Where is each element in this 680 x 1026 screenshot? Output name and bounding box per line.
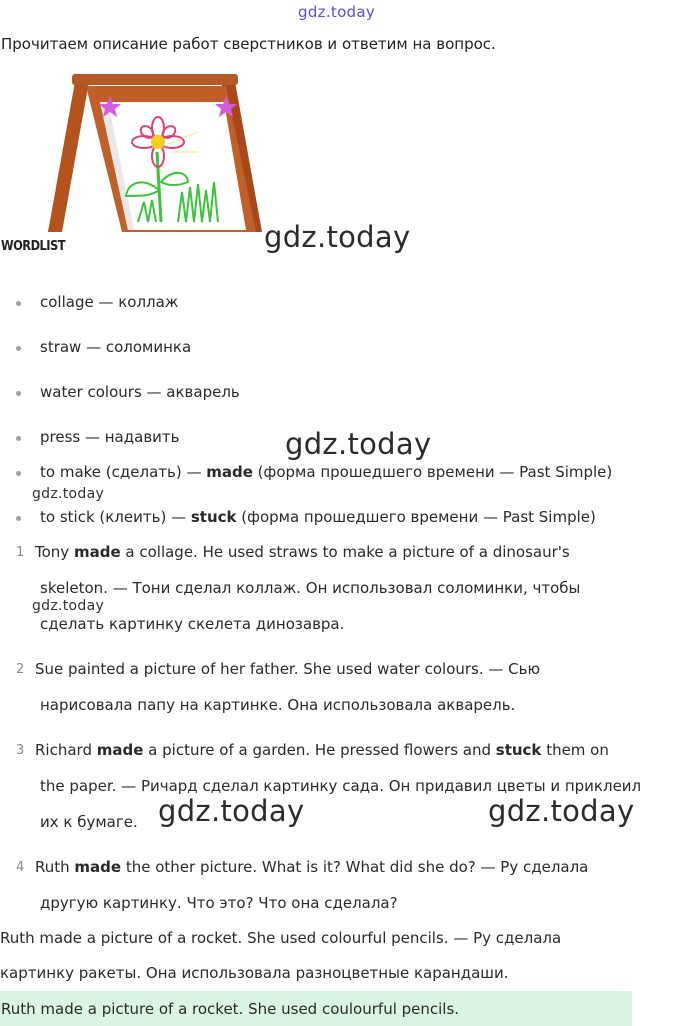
wordlist-item: straw — соломинка <box>40 338 192 356</box>
watermark: gdz.today <box>32 486 105 502</box>
text: Richard <box>35 741 97 759</box>
watermark: gdz.today <box>32 598 105 614</box>
paragraph-line: их к бумаге. <box>40 813 138 831</box>
watermark: gdz.today <box>285 427 432 461</box>
paragraph-line: the paper. — Ричард сделал картинку сада. Он придавил цветы и приклеил <box>40 777 642 795</box>
text: to stick (клеить) — <box>40 508 191 526</box>
bullet-dot <box>16 301 21 306</box>
answer-highlight-text: Ruth made a picture of a rocket. She used coulourful pencils. <box>1 1000 460 1018</box>
watermark: gdz.today <box>158 794 305 828</box>
paragraph-line <box>35 543 570 561</box>
wordlist-item: collage — коллаж <box>40 293 179 311</box>
watermark: gdz.today <box>488 794 635 828</box>
text: them on <box>541 741 609 759</box>
bold-word: stuck <box>190 508 237 526</box>
text: Ruth <box>35 858 75 876</box>
wordlist-item-made <box>40 463 612 481</box>
text: a picture of a garden. He pressed flowers and <box>143 741 496 759</box>
paragraph-line: другую картинку. Что это? Что она сделала? <box>40 894 398 912</box>
watermark-top: gdz.today <box>298 3 376 21</box>
text: the other picture. What is it? What did she do? — Ру сделала <box>121 858 589 876</box>
paragraph-number: 3 <box>16 743 25 758</box>
intro-text: Прочитаем описание работ сверстников и ответим на вопрос. <box>1 35 496 53</box>
bold-word: made <box>206 463 253 481</box>
answer-highlight <box>0 991 632 1026</box>
answer-line: Ruth made a picture of a rocket. She used colourful pencils. — Ру сделала <box>0 929 562 947</box>
text: to make (сделать) — <box>40 463 207 481</box>
easel-illustration <box>48 72 270 232</box>
paragraph-line <box>35 741 609 759</box>
watermark: gdz.today <box>264 220 411 254</box>
paragraph-line: сделать картинку скелета динозавра. <box>40 615 345 633</box>
bold-word: made <box>74 858 122 876</box>
bullet-dot <box>16 471 21 476</box>
bullet-dot <box>16 516 21 521</box>
paragraph-number: 4 <box>16 860 25 875</box>
wordlist-item-stuck <box>40 508 596 526</box>
wordlist-item: press — надавить <box>40 428 180 446</box>
paragraph-line <box>35 858 588 876</box>
bold-word: made <box>73 543 121 561</box>
text: Tony <box>35 543 74 561</box>
bullet-dot <box>16 391 21 396</box>
wordlist-title: WORDLIST <box>1 239 66 254</box>
paragraph-number: 1 <box>16 545 25 560</box>
wordlist-item: water colours — акварель <box>40 383 240 401</box>
paragraph-line: Sue painted a picture of her father. She used water colours. — Сью <box>35 660 541 678</box>
answer-line: картинку ракеты. Она использовала разноцветные карандаши. <box>0 964 509 982</box>
bold-word: made <box>96 741 144 759</box>
bullet-dot <box>16 436 21 441</box>
bold-word: stuck <box>495 741 542 759</box>
paragraph-line: skeleton. — Тони сделал коллаж. Он использовал соломинки, чтобы <box>40 579 581 597</box>
paragraph-number: 2 <box>16 662 25 677</box>
text: (форма прошедшего времени — Past Simple) <box>236 508 596 526</box>
text: (форма прошедшего времени — Past Simple) <box>252 463 613 481</box>
paragraph-line: нарисовала папу на картинке. Она использовала акварель. <box>40 696 516 714</box>
bullet-dot <box>16 346 21 351</box>
text: a collage. He used straws to make a picture of a dinosaur's <box>120 543 570 561</box>
